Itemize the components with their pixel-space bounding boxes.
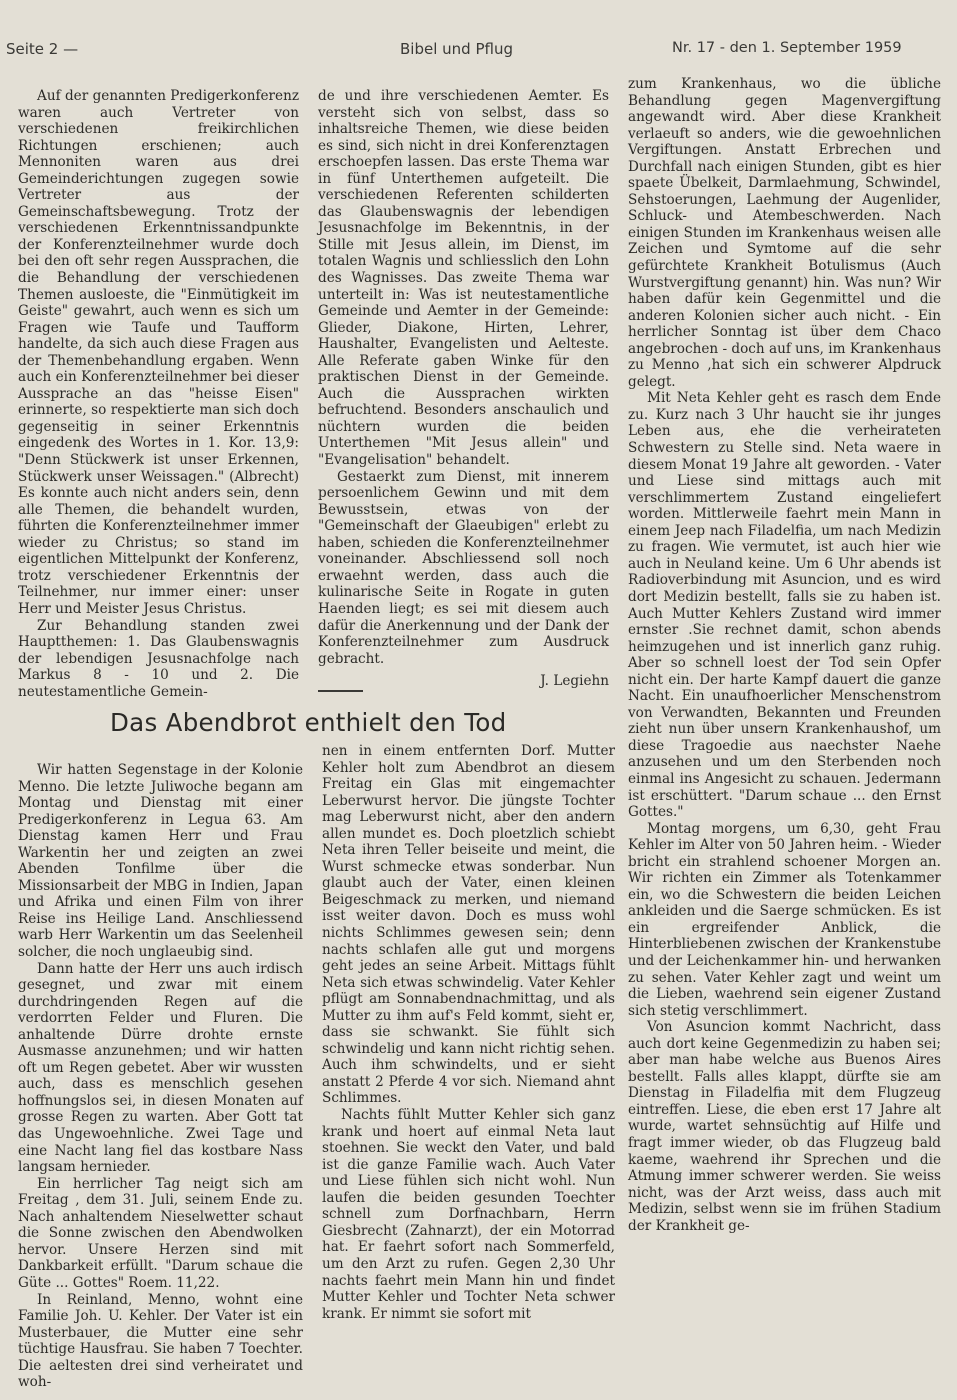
paragraph: zum Krankenhaus, wo die übliche Behandlung gegen Magenvergiftung angewandt wird. Aber diese Krankheit verlaeuft so anders, wie die gewoehnlichen Vergiftungen. Anstatt Erbrechen und Durchfall nach einigen Stunden, gibt es hier spaete Übelkeit, Darmlaehmung, Schwindel, Sehstoerungen, Laehmung der Augenlider, Schluck- und Atembeschwerden. Nach einigen Stunden im Krankenhaus weisen alle Zeichen und Symtome auf die sehr gefürchtete Krankheit Botulismus (Auch Wurstvergiftung genannt) hin. Was nun? Wir haben dafür kein Gegenmittel und die anderen Kolonien sicher auch nicht. - Ein herrlicher Sonntag ist über dem Chaco angebrochen - doch auf uns, im Krankenhaus zu Menno ,hat sich ein schwerer Alpdruck gelegt.	[628, 76, 942, 390]
divider-rule	[318, 690, 363, 692]
article2-column-2	[322, 743, 615, 1371]
paragraph: Mit Neta Kehler geht es rasch dem Ende zu. Kurz nach 3 Uhr haucht sie ihr junges Leben aus, ehe die verheirateten Schwestern zu Stelle sind. Neta waere in diesem Monat 19 Jahre alt geworden. - Vater und Liese sind mittags auch mit verschlimmertem Zustand eingeliefert worden. Mittlerweile faehrt mein Mann in einem Jeep nach Filadelfia, um nach Medizin zu fragen. Wie vermutet, ist auch hier wie auch in Neuland keine. Um 6 Uhr abends ist Radioverbindung mit Asuncion, und es wird dort Medizin bestellt, falls sie zu haben ist. Auch Mutter Kehlers Zustand wird immer ernster .Sie rechnet damit, schon abends heimzugehen und ist innerlich ganz ruhig. Aber so schnell loest der Tod sein Opfer nicht ein. Der harte Kampf dauert die ganze Nacht. Ein unaufhoerlicher Menschenstrom von Verwandten, Bekannten und Freunden zieht nun über unsern Krankenhaushof, um diese Tragoedie aus naechster Naehe anzusehen und um den Sterbenden noch einmal ins Angesicht zu schauen. Jedermann ist erschüttert. "Darum schaue ... den Ernst Gottes."	[628, 390, 941, 821]
paragraph: de und ihre verschiedenen Aemter. Es versteht sich von selbst, dass so inhaltsreiche Themen, wie diese beiden es sind, sich nicht in drei Konferenztagen erschoepfen lassen. Das erste Thema war in fünf Unterthemen aufgeteilt. Die verschiedenen Referenten schilderten das Glaubenswagnis der lebendigen Jesusnachfolge im Bekenntnis, in der Stille mit Jesus allein, im Dienst, im totalen Wagnis und schliesslich den Lohn des Wagnisses. Das zweite Thema war unterteilt in: Was ist neutestamentliche Gemeinde und Aemter in der Gemeinde: Glieder, Diakone, Hirten, Lehrer, Haushalter, Evangelisten und Aelteste. Alle Referate gaben Winke für den praktischen Dienst in der Gemeinde. Auch die Aussprachen wirkten befruchtend. Besonders anschaulich und nüchtern wurden die beiden Unterthemen "Mit Jesus allein" und "Evangelisation" behandelt.	[318, 88, 609, 469]
paragraph: In Reinland, Menno, wohnt eine Familie Joh. U. Kehler. Der Vater ist ein Musterbauer, die Mutter eine sehr tüchtige Hausfrau. Sie haben 7 Toechter. Die aeltesten drei sind verheiratet und woh-	[18, 1291, 303, 1391]
article-title: Das Abendbrot enthielt den Tod	[110, 708, 507, 737]
article1-column-2	[318, 88, 609, 688]
paragraph: Auf der genannten Predigerkonferenz waren auch Vertreter von verschiedenen freikirchlichen Richtungen erschienen; auch Mennoniten waren aus drei Gemeinderichtungen zugegen sowie Vertreter aus der Gemeinschaftsbewegung. Trotz der verschiedenen Erkenntnissandpunkte der Konferenzteilnehmer wurde doch bei den oft sehr regen Aussprachen, die die Behandlung der verschiedenen Themen ausloeste, die "Einmütigkeit im Geiste" gewahrt, auch wenn es sich um Fragen wie Taufe und Taufform handelte, da sich auch diese Fragen aus der Themenbehandlung ergaben. Wenn auch ein Konferenzteilnehmer bei dieser Aussprache an das "heisse Eisen" erinnerte, so respektierte man sich doch gegenseitig in seiner Erkenntnis eingedenk des Wortes in 1. Kor. 13,9: "Denn Stückwerk ist unser Erkennen, Stückwerk unser Weissagen." (Albrecht) Es konnte auch nicht anders sein, denn alle Themen, die behandelt wurden, führten die Konferenzteilnehmer immer wieder zu Christus; so stand im eigentlichen Mittelpunkt der Konferenz, trotz verschiedener Erkenntnis der Teilnehmer, nur immer einer: unser Herr und Meister Jesus Christus.	[18, 88, 299, 617]
article2-column-1	[18, 762, 303, 1391]
paragraph: Gestaerkt zum Dienst, mit innerem persoenlichem Gewinn und mit dem Bewusstsein, etwas von der "Gemeinschaft der Glaeubigen" erlebt zu haben, schieden die Konferenzteilnehmer voneinander. Abschliessend soll noch erwaehnt werden, dass auch die kulinarische Seite in Rogate in guten Haenden liegt; es sei mit diesem auch dafür die Anerkennung und der Dank der Konferenzteilnehmer zum Ausdruck gebracht.	[318, 468, 609, 667]
paragraph: Ein herrlicher Tag neigt sich am Freitag , dem 31. Juli, seinem Ende zu. Nach anhaltendem Nieselwetter schaut die Sonne zwischen den Abendwolken hervor. Unsere Herzen sind mit Dankbarkeit erfüllt. "Darum schaue die Güte ... Gottes" Roem. 11,22.	[18, 1175, 303, 1291]
paragraph: Dann hatte der Herr uns auch irdisch gesegnet, und zwar mit einem durchdringenden Regen auf die verdorrten Felder und Fluren. Die anhaltende Dürre drohte ernste Ausmasse anzunehmen; und wir hatten oft um Regen gebetet. Aber wir wussten auch, dass es menschlich gesehen hoffnungslos sei, in diesen Monaten auf grosse Regen zu warten. Aber Gott tat das Ungewoehnliche. Zwei Tage und eine Nacht lang fiel das kostbare Nass langsam hernieder.	[18, 960, 303, 1176]
paragraph: Zur Behandlung standen zwei Hauptthemen: 1. Das Glaubenswagnis der lebendigen Jesusnachfolge nach Markus 8 - 10 und 2. Die neutestamentliche Gemein-	[18, 617, 299, 700]
newspaper-name: Bibel und Pflug	[400, 40, 513, 58]
paragraph: nen in einem entfernten Dorf. Mutter Kehler holt zum Abendbrot an diesem Freitag ein Glas mit eingemachter Leberwurst hervor. Die jüngste Tochter mag Leberwurst nicht, aber den andern allen mundet es. Doch ploetzlich schiebt Neta ihren Teller beiseite und meint, die Wurst schmecke etwas sonderbar. Nun glaubt auch der Vater, einen kleinen Beigeschmack zu merken, und niemand isst weiter davon. Doch es muss wohl nichts Schlimmes gewesen sein; denn nachts schlafen alle gut und morgens geht jedes an seine Arbeit. Mittags fühlt Neta sich etwas schwindelig. Vater Kehler pflügt am Sonnabendnachmittag, und als Mutter zu ihm auf's Feld kommt, sieht er, dass sie schwankt. Sie fühlt sich schwindelig und kann nicht richtig sehen. Auch ihm schwindelts, und er sieht anstatt 2 Pferde 4 vor sich. Niemand ahnt Schlimmes.	[322, 743, 615, 1107]
issue-date: Nr. 17 - den 1. September 1959	[672, 40, 902, 56]
paragraph: Von Asuncion kommt Nachricht, dass auch dort keine Gegenmedizin zu haben sei; aber man habe welche aus Buenos Aires bestellt. Falls alles klappt, dürfte sie am Dienstag in Filadelfia mit dem Flugzeug eintreffen. Liese, die eben erst 17 Jahre alt wurde, wartet sehnsüchtig auf Hilfe und fragt immer wieder, ob das Flugzeug bald kaeme, waehrend ihr Sprechen und die Atmung immer schwerer werden. Sie weiss nicht, was der Arzt weiss, dass auch mit Medizin, selbst wenn sie im frühen Stadium der Krankheit ge-	[628, 1019, 941, 1234]
paragraph: Wir hatten Segenstage in der Kolonie Menno. Die letzte Juliwoche begann am Montag und Dienstag mit einer Predigerkonferenz in Legua 63. Am Dienstag kamen Herr und Frau Warkentin her und zeigten an zwei Abenden Tonfilme über die Missionsarbeit der MBG in Indien, Japan und Afrika und einen Film von ihrer Reise ins Heilige Land. Anschliessend warb Herr Warkentin um das Seelenheil solcher, die noch unglaeubig sind.	[18, 762, 303, 961]
page-number: Seite 2 —	[6, 40, 79, 58]
article2-column-3	[628, 76, 941, 1372]
paragraph: Nachts fühlt Mutter Kehler sich ganz krank und hoert auf einmal Neta laut stoehnen. Sie weckt den Vater, und bald ist die ganze Familie wach. Auch Vater und Liese fühlen sich nicht wohl. Nun laufen die beiden gesunden Toechter schnell zum Dorfnachbarn, Herrn Giesbrecht (Zahnarzt), der ein Motorrad hat. Er faehrt sofort nach Sommerfeld, um den Arzt zu rufen. Gegen 2,30 Uhr nachts faehrt mein Mann hin und findet Mutter Kehler und Tochter Neta schwer krank. Er nimmt sie sofort mit	[322, 1107, 615, 1322]
author-signature: J. Legiehn	[540, 673, 609, 690]
article1-column-1	[18, 88, 299, 700]
paragraph: Montag morgens, um 6,30, geht Frau Kehler im Alter von 50 Jahren heim. - Wieder bricht ein strahlend schoener Morgen an. Wir richten ein Zimmer als Totenkammer ein, wo die Schwestern die beiden Leichen ankleiden und die Saerge schmücken. Es ist ein ergreifender Anblick, die Hinterbliebenen zwischen der Krankenstube und der Leichenkammer hin- und herwanken zu sehen. Vater Kehler zagt und weint um die Lieben, waehrend sein eigener Zustand sich stetig verschlimmert.	[628, 820, 941, 1019]
